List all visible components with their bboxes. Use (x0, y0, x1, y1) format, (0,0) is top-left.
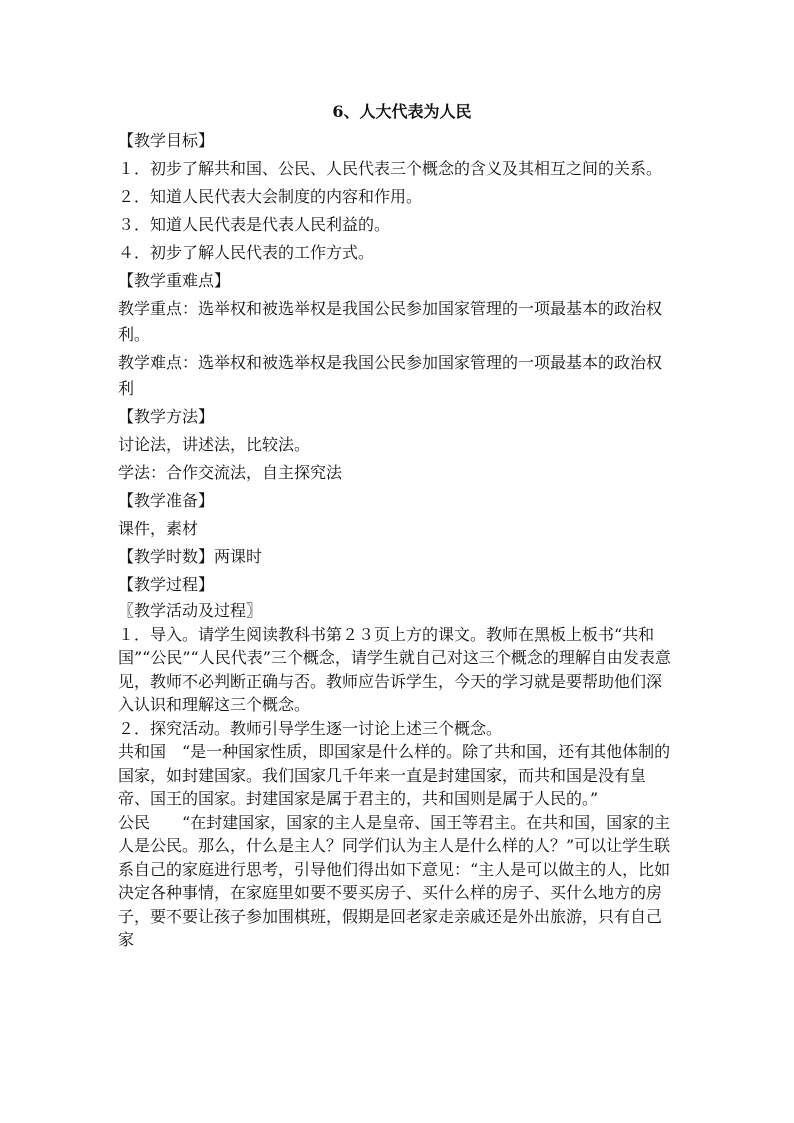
difficult-point: 教学难点：选举权和被选举权是我国公民参加国家管理的一项最基本的政治权利 (118, 353, 663, 398)
document-page (118, 98, 676, 952)
heading-key-points: 【教学重难点】 (118, 271, 231, 290)
goal-item-2: ２．知道人民代表大会制度的内容和作用。 (118, 187, 423, 206)
subheading-activities: 〖教学活动及过程〗 (118, 601, 263, 620)
goal-item-4: ４．初步了解人民代表的工作方式。 (118, 243, 375, 262)
goal-item-1: １．初步了解共和国、公民、人民代表三个概念的含义及其相互之间的关系。 (118, 159, 663, 178)
document-title: 6、人大代表为人民 (332, 102, 472, 121)
heading-teaching-process: 【教学过程】 (118, 575, 215, 594)
teaching-methods: 讨论法，讲述法，比较法。 (118, 435, 311, 454)
concept-republic: 共和国 “是一种国家性质，即国家是什么样的。除了共和国，还有其他体制的国家，如封建国家。我们国家几千年来一直是封建国家，而共和国是没有皇帝、国王的国家。封建国家是属于君主的，共和国则是属于人民的。” (118, 742, 671, 808)
heading-preparation: 【教学准备】 (118, 491, 215, 510)
concept-citizen: 公民 “在封建国家，国家的主人是皇帝、国王等君主。在共和国，国家的主人是公民。那么，什么是主人？同学们认为主人是什么样的人？”可以让学生联系自己的家庭进行思考，引导他们得出如下意见：“主人是可以做主的人，比如决定各种事情，在家庭里如要不要买房子、买什么样的房子、买什么地方的房子，要不要让孩子参加围棋班，假期是回老家走亲戚还是外出旅游，只有自己家 (118, 812, 671, 949)
process-intro: １．导入。请学生阅读教科书第２３页上方的课文。教师在黑板上板书“共和国”“公民”“人民代表”三个概念，请学生就自己对这三个概念的理解自由发表意见，教师不必判断正确与否。教师应告诉学生，今天的学习就是要帮助他们深入认识和理解这三个概念。 (118, 624, 671, 714)
heading-teaching-goals: 【教学目标】 (118, 131, 215, 150)
goal-item-3: ３．知道人民代表是代表人民利益的。 (118, 215, 391, 234)
heading-class-hours: 【教学时数】两课时 (118, 547, 263, 566)
learning-methods: 学法：合作交流法，自主探究法 (118, 463, 343, 482)
preparation-items: 课件，素材 (118, 519, 199, 538)
heading-teaching-methods: 【教学方法】 (118, 407, 215, 426)
process-exploration: ２．探究活动。教师引导学生逐一讨论上述三个概念。 (118, 718, 503, 738)
key-point: 教学重点：选举权和被选举权是我国公民参加国家管理的一项最基本的政治权利。 (118, 299, 663, 344)
